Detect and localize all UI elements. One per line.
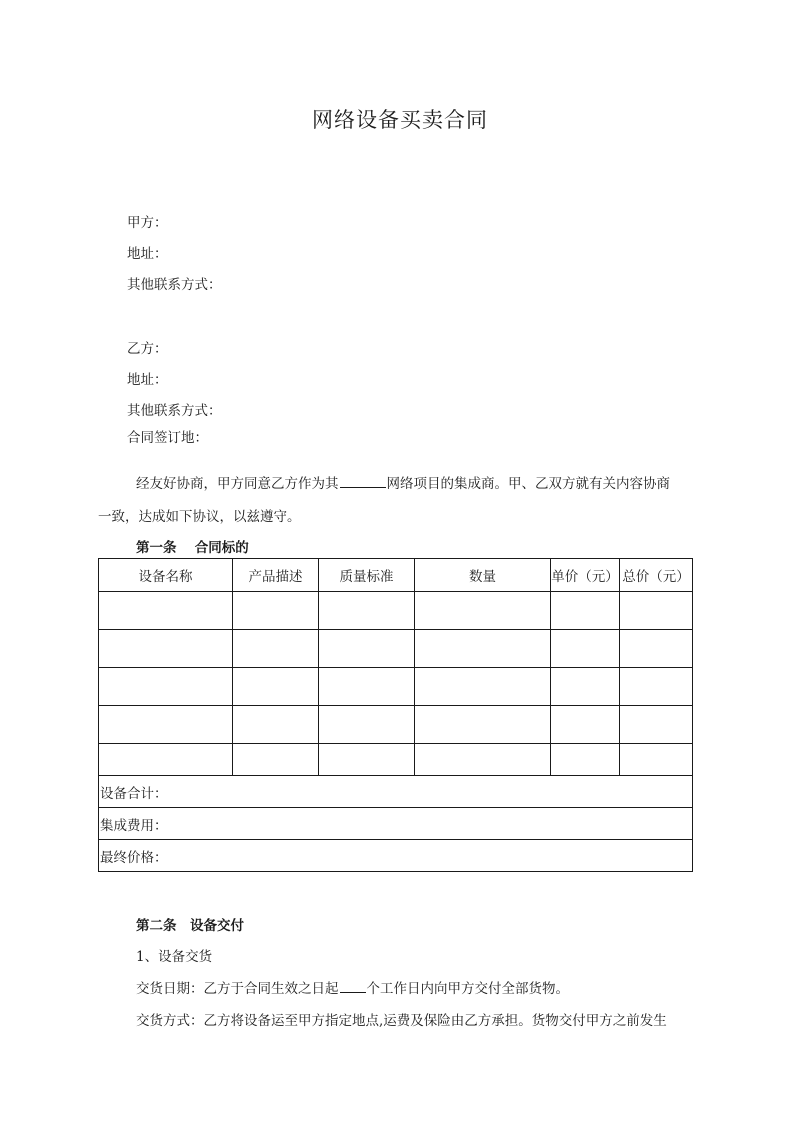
delivery-date-before: 交货日期：乙方于合同生效之日起 <box>136 981 339 997</box>
table-row <box>99 706 693 744</box>
table-cell <box>620 744 693 776</box>
party-a-address-label: 地址： <box>127 246 168 262</box>
party-a-name-label: 甲方： <box>127 215 168 231</box>
table-cell <box>319 592 415 630</box>
table-cell <box>620 630 693 668</box>
table-cell <box>233 668 319 706</box>
table-cell <box>319 706 415 744</box>
table-cell <box>415 592 551 630</box>
table-cell <box>99 630 233 668</box>
final-price-row <box>99 840 693 872</box>
equipment-total-row <box>99 776 693 808</box>
column-header: 设备名称 <box>99 559 233 592</box>
table-cell <box>319 744 415 776</box>
table-cell <box>319 668 415 706</box>
table-cell <box>99 592 233 630</box>
table-cell <box>99 744 233 776</box>
delivery-method-line: 交货方式：乙方将设备运至甲方指定地点,运费及保险由乙方承担。货物交付甲方之前发生 <box>136 1013 667 1029</box>
table-header-row <box>99 559 693 592</box>
table-row <box>99 668 693 706</box>
column-header: 单价（元） <box>551 559 620 592</box>
equipment-total-label: 设备合计： <box>99 776 693 808</box>
delivery-date-after: 个工作日内向甲方交付全部货物。 <box>366 981 569 997</box>
intro-line-2: 一致，达成如下协议，以兹遵守。 <box>98 509 301 525</box>
column-header: 质量标准 <box>319 559 415 592</box>
column-header: 数量 <box>415 559 551 592</box>
table-row <box>99 592 693 630</box>
table-cell <box>99 668 233 706</box>
subject-table <box>98 558 693 872</box>
intro-text-before: 经友好协商，甲方同意乙方作为其 <box>136 476 339 492</box>
article-2-heading: 第二条 设备交付 <box>136 918 244 934</box>
party-b-name-label: 乙方： <box>127 341 168 357</box>
integration-fee-label: 集成费用： <box>99 808 693 840</box>
table-cell <box>415 706 551 744</box>
party-a-contact-label: 其他联系方式： <box>127 277 222 293</box>
table-cell <box>233 706 319 744</box>
intro-text-after: 网络项目的集成商。甲、乙双方就有关内容协商 <box>386 476 670 492</box>
table-cell <box>551 706 620 744</box>
table-cell <box>233 630 319 668</box>
table-cell <box>620 592 693 630</box>
intro-line-1 <box>136 472 670 492</box>
column-header: 产品描述 <box>233 559 319 592</box>
table-cell <box>620 668 693 706</box>
integration-fee-row <box>99 808 693 840</box>
table-cell <box>551 630 620 668</box>
table-cell <box>415 744 551 776</box>
table-cell <box>415 630 551 668</box>
column-header: 总价（元） <box>620 559 693 592</box>
table-cell <box>551 668 620 706</box>
final-price-label: 最终价格： <box>99 840 693 872</box>
table-row <box>99 630 693 668</box>
table-cell <box>233 592 319 630</box>
sign-place-label: 合同签订地： <box>127 430 208 446</box>
table-cell <box>551 592 620 630</box>
party-b-address-label: 地址： <box>127 372 168 388</box>
table-cell <box>551 744 620 776</box>
table-cell <box>415 668 551 706</box>
delivery-days-blank <box>340 978 366 993</box>
delivery-subheading: 1、设备交货 <box>136 949 213 965</box>
article-1-heading: 第一条 合同标的 <box>136 540 249 556</box>
delivery-date-line <box>136 977 569 997</box>
project-name-blank <box>340 473 386 488</box>
table-cell <box>233 744 319 776</box>
party-b-contact-label: 其他联系方式： <box>127 403 222 419</box>
table-row <box>99 744 693 776</box>
table-cell <box>319 630 415 668</box>
table-cell <box>99 706 233 744</box>
table-cell <box>620 706 693 744</box>
document-title: 网络设备买卖合同 <box>312 108 488 132</box>
